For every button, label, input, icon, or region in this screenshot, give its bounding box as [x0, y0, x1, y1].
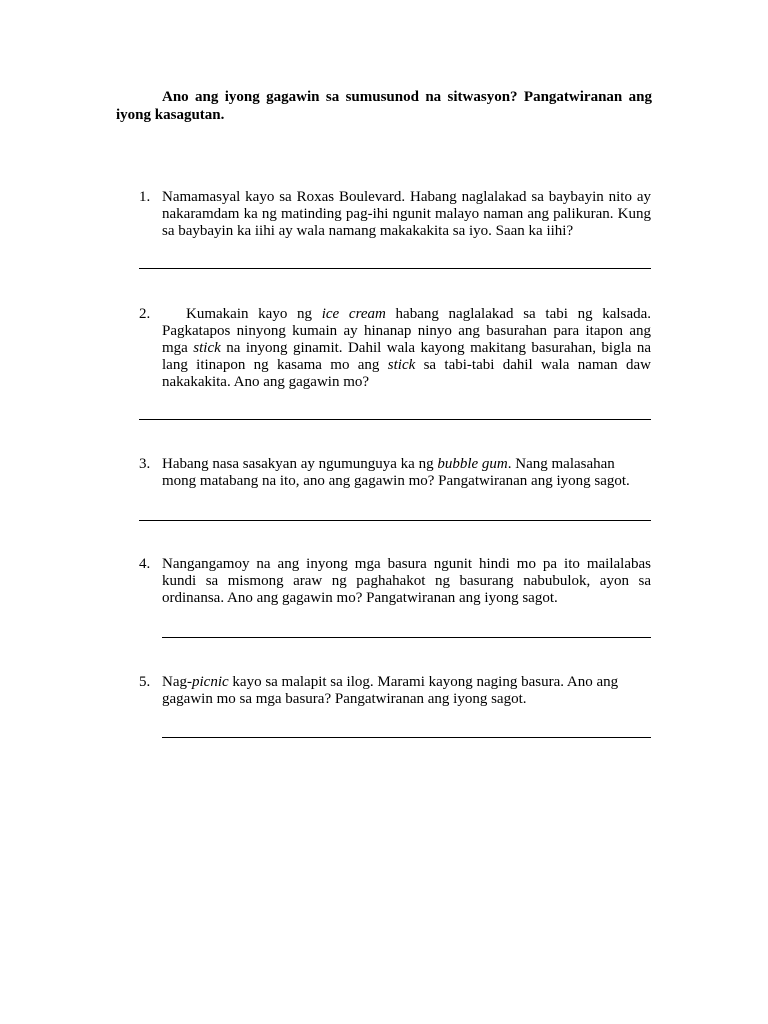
- question-4-number: 4.: [139, 556, 151, 572]
- question-2-answer-line[interactable]: [139, 419, 651, 420]
- question-2-italic-3: stick: [387, 357, 416, 373]
- question-2-italic-2: stick: [193, 340, 221, 356]
- question-2-number: 2.: [139, 306, 151, 322]
- question-2-text: [162, 306, 651, 391]
- question-5-part-1: Nag-: [162, 674, 192, 690]
- question-2-part-3: na inyong ginamit. Dahil wala kayong makitang basurahan, bigla na lang itinapon ng kasama mo ang: [162, 340, 651, 373]
- question-3-part-2: . Nang malasahan mong matabang na ito, ano ang gagawin mo? Pangatwiranan ang iyong sagot.: [162, 456, 630, 489]
- question-2-italic-1: ice cream: [321, 306, 386, 322]
- question-5-answer-line[interactable]: [162, 737, 651, 738]
- question-2-part-4: sa tabi-tabi dahil wala naman daw nakakakita. Ano ang gagawin mo?: [162, 357, 651, 390]
- question-2-part-2: habang naglalakad sa tabi ng kalsada. Pagkatapos ninyong kumain ay hinanap ninyo ang basurahan para itapon ang mga: [162, 306, 652, 356]
- question-1-number: 1.: [139, 189, 151, 205]
- question-3-part-1: Habang nasa sasakyan ay ngumunguya ka ng: [162, 456, 438, 472]
- question-3-answer-line[interactable]: [139, 520, 651, 521]
- question-4-text: Nangangamoy na ang inyong mga basura ngunit hindi mo pa ito mailalabas kundi sa mismong araw ng paghahakot ng basurang nabubulok, ayon sa ordinansa. Ano ang gagawin mo? Pangatwiranan ang iyong sagot.: [162, 556, 651, 606]
- question-5-part-2: kayo sa malapit sa ilog. Marami kayong naging basura. Ano ang gagawin mo sa mga basura? Pangatwiranan ang iyong sagot.: [162, 674, 619, 707]
- question-1-answer-line[interactable]: [139, 268, 651, 269]
- question-5-italic-1: picnic: [192, 674, 229, 690]
- question-3-italic-1: bubble gum: [437, 456, 508, 472]
- question-2-part-1: Kumakain kayo ng: [186, 306, 322, 322]
- question-1-text: Namamasyal kayo sa Roxas Boulevard. Habang naglalakad sa baybayin nito ay nakaramdam ka ng matinding pag-ihi ngunit malayo naman ang palikuran. Kung sa baybayin ka iihi ay wala namang makakakita sa iyo. Saan ka iihi?: [162, 189, 651, 239]
- question-5-text: [162, 674, 637, 708]
- question-4-answer-line[interactable]: [162, 637, 651, 638]
- question-5-number: 5.: [139, 674, 151, 690]
- question-3-text: [162, 456, 651, 490]
- instruction-text: Ano ang iyong gagawin sa sumusunod na sitwasyon? Pangatwiranan ang iyong kasagutan.: [116, 89, 652, 123]
- question-3-number: 3.: [139, 456, 151, 472]
